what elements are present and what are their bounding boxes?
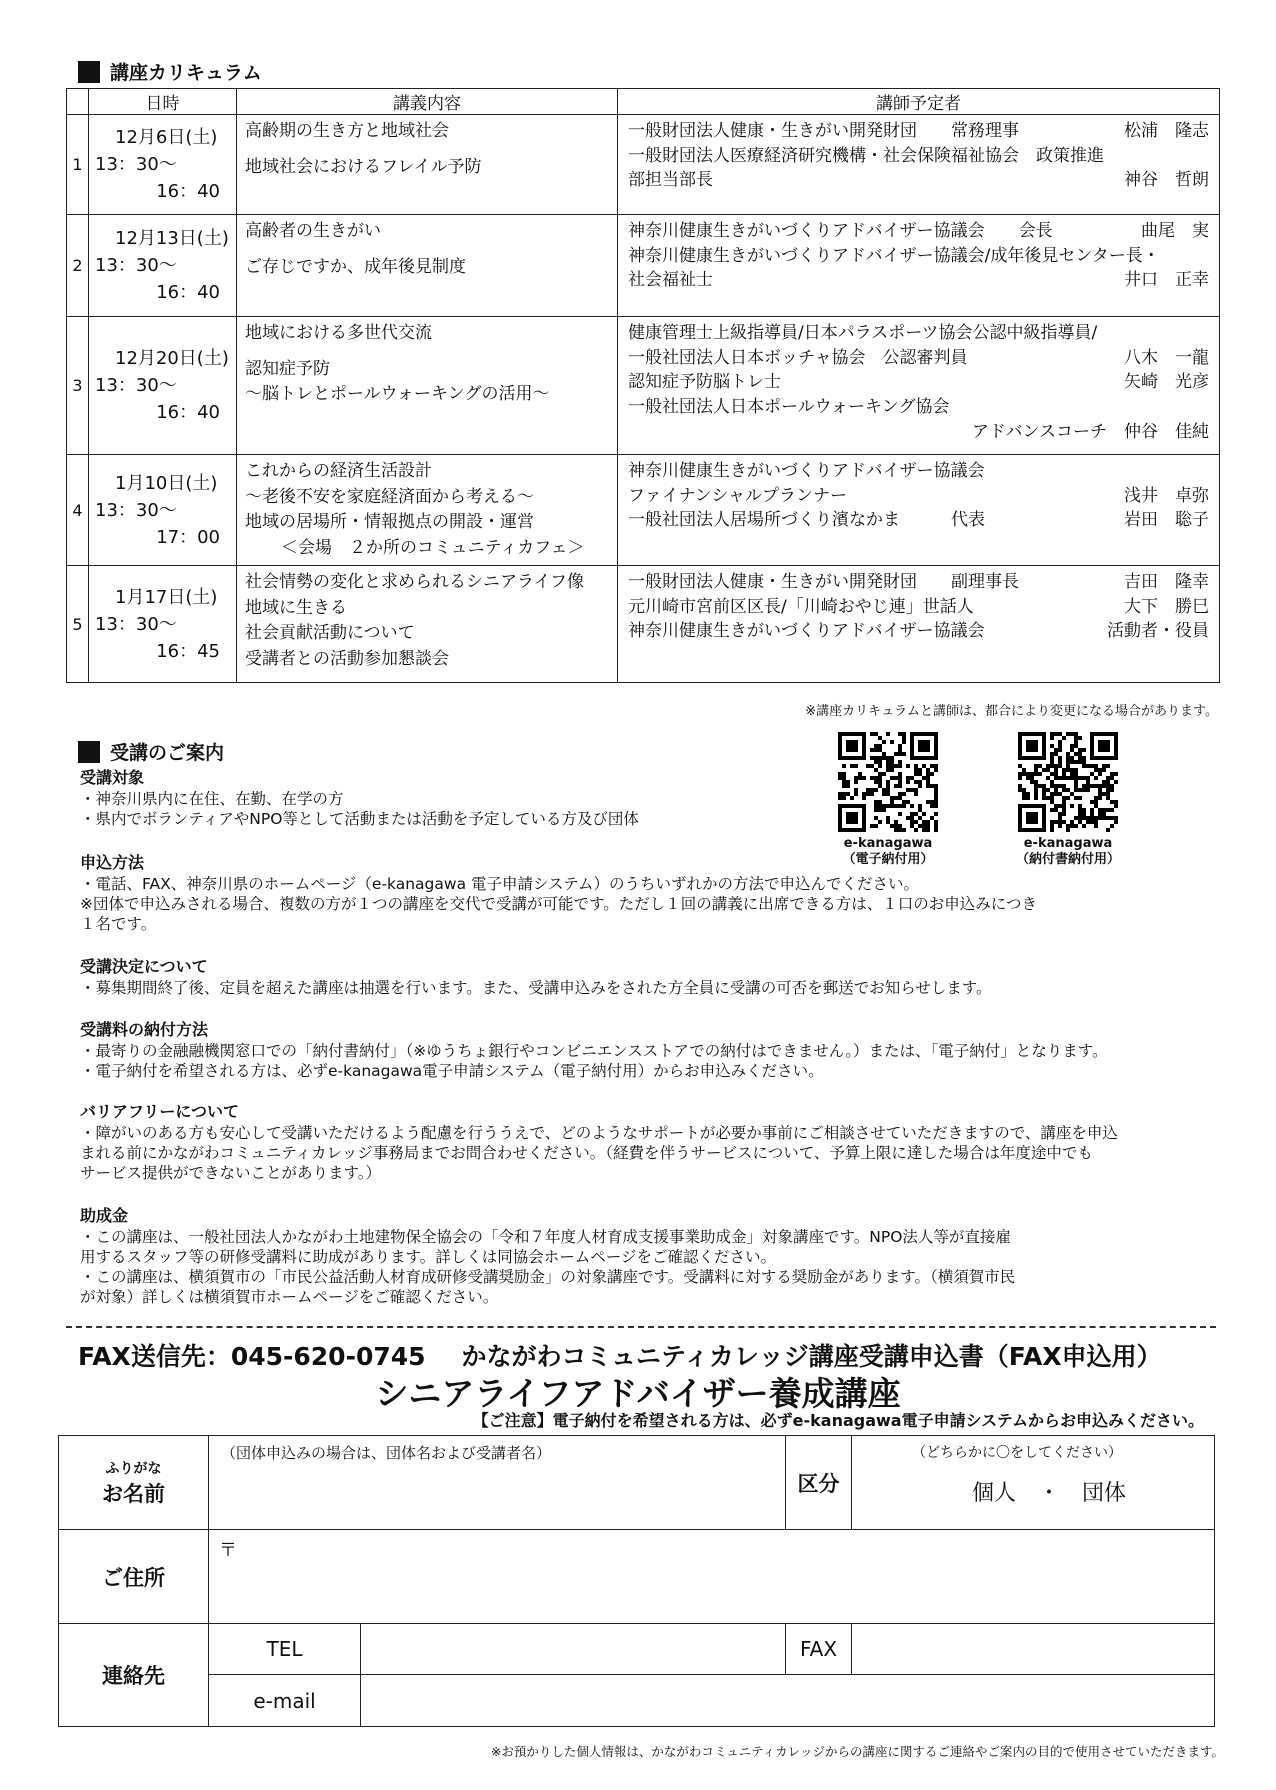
instructor-affiliation: 部担当部長 (628, 170, 713, 191)
contact-label: 連絡先 (59, 1624, 209, 1726)
guide-text-line: １名です。 (80, 915, 157, 934)
instructor-affiliation: 一般社団法人日本ポールウォーキング協会 (628, 396, 950, 417)
guide-section-decision (80, 957, 1220, 998)
qr-caption-2: e-kanagawa （納付書納付用） (1015, 836, 1120, 867)
spacer (245, 245, 609, 255)
instructor-line (628, 508, 1209, 533)
session-day: 12月6日(土) (115, 127, 218, 148)
instructor-affiliation: ファイナンシャルプランナー (628, 485, 848, 506)
session-start: 13：30～ (95, 613, 177, 635)
topic-line: 高齢期の生き方と地域社会 (245, 121, 449, 141)
instructor-name: 八木 一龍 (1124, 347, 1209, 368)
topic-line: 地域の居場所・情報拠点の開設・運営 (245, 512, 534, 532)
topic-line: 地域社会におけるフレイル予防 (245, 156, 482, 177)
table-row (67, 215, 1220, 317)
guide-text-line: が対象）詳しくは横須賀市ホームページをご確認ください。 (80, 1288, 499, 1307)
postal-mark: 〒 (219, 1540, 237, 1561)
name-field[interactable]: （団体申込みの場合は、団体名および受講者名） (209, 1436, 786, 1530)
fax-label: FAX (786, 1624, 852, 1675)
caution-note: 【ご注意】電子納付を希望される方は、必ずe-kanagawa電子申請システムからお申込みください。 (472, 1411, 1204, 1430)
fax-title: FAX送信先：045-620-0745 かながわコミュニティカレッジ講座受講申込書（FAX申込用） (78, 1342, 1162, 1371)
instructor-name: 曲尾 実 (1141, 221, 1209, 241)
guide-text-line: ・県内でボランティアやNPO等として活動または活動を予定している方及び団体 (80, 809, 639, 828)
instructor-line (628, 321, 1209, 346)
guide-section-payment (80, 1020, 1220, 1081)
guide-section-target (80, 768, 1220, 829)
row-number: 3 (67, 317, 89, 455)
topic-line: 認知症予防 (245, 358, 330, 379)
guide-section-barrier-free (80, 1102, 1220, 1183)
address-field[interactable] (209, 1530, 1214, 1624)
instructor-line (628, 268, 1209, 293)
row-number: 4 (67, 455, 89, 566)
instructor-line (628, 119, 1209, 144)
guide-section-title: 助成金 (80, 1206, 129, 1225)
guide-heading: 受講のご案内 (78, 738, 224, 765)
guide-section-subsidy (80, 1206, 1220, 1307)
instructor-line (628, 484, 1209, 509)
instructor-line (628, 420, 1209, 445)
row-date (89, 317, 237, 455)
fax-field[interactable] (852, 1624, 1214, 1675)
instructor-affiliation: 一般社団法人日本ボッチャ協会 公認審判員 (628, 347, 968, 368)
table-header-row (67, 89, 1220, 115)
row-date (89, 566, 237, 683)
tel-label: TEL (209, 1624, 361, 1675)
instructor-name: 岩田 聡子 (1124, 510, 1209, 531)
table-row (67, 115, 1220, 215)
guide-text-line: サービス提供ができないことがあります。） (80, 1164, 382, 1183)
instructor-line (628, 459, 1209, 484)
row-topics (237, 317, 618, 455)
curriculum-heading: 講座カリキュラム (78, 58, 262, 85)
instructor-affiliation: 神奈川健康生きがいづくりアドバイザー協議会 (628, 461, 985, 481)
topic-line: ～脳トレとポールウォーキングの活用～ (245, 384, 550, 404)
guide-text-line: ・最寄りの金融融機関窓口での「納付書納付」（※ゆうちょ銀行やコンビニエンスストアでの納付はできません。）または、「電子納付」となります。 (80, 1041, 1108, 1060)
session-start: 13：30～ (95, 255, 177, 276)
guide-text-line: ・神奈川県内に在住、在勤、在学の方 (80, 789, 344, 808)
topic-line: 受講者との活動参加懇談会 (245, 648, 449, 669)
table-row (67, 317, 1220, 455)
guide-section-apply (80, 853, 1220, 934)
guide-section-title: バリアフリーについて (80, 1102, 240, 1121)
row-instructors (618, 455, 1220, 566)
instructor-name: 矢崎 光彦 (1124, 372, 1209, 393)
spacer (245, 145, 609, 155)
table-row (67, 455, 1220, 566)
instructor-line (628, 370, 1209, 395)
guide-text-line: ・電話、FAX、神奈川県のホームページ（e-kanagawa 電子申請システム）のうちいずれかの方法で申込んでください。 (80, 874, 919, 893)
instructor-line (628, 570, 1209, 595)
instructor-line (628, 219, 1209, 244)
application-form (58, 1435, 1215, 1727)
session-start: 13：30～ (95, 499, 177, 521)
guide-text-line: ・この講座は、一般社団法人かながわ土地建物保全協会の「令和７年度人材育成支援事業助成金」対象講座です。NPO法人等が直接雇 (80, 1227, 1011, 1246)
guide-text-line: ・電子納付を希望される方は、必ずe-kanagawa電子申請システム（電子納付用）からお申込みください。 (80, 1061, 824, 1080)
instructor-name: 井口 正幸 (1124, 270, 1209, 291)
instructor-line (628, 619, 1209, 644)
topic-line: 社会情勢の変化と求められるシニアライフ像 (245, 572, 584, 592)
topic-line: ご存じですか、成年後見制度 (245, 256, 466, 277)
session-day: 1月10日(土) (115, 472, 218, 494)
session-end: 16：40 (156, 282, 220, 303)
qr-caption-1: e-kanagawa （電子納付用） (842, 836, 934, 867)
instructor-affiliation: 健康管理士上級指導員/日本パラスポーツ協会公認中級指導員/ (628, 323, 1098, 343)
session-end: 16：40 (156, 181, 220, 202)
guide-text-line: ・この講座は、横須賀市の「市民公益活動人材育成研修受講奨励金」の対象講座です。受講料に対する奨励金があります。（横須賀市民 (80, 1268, 1016, 1287)
row-instructors (618, 566, 1220, 683)
row-topics (237, 215, 618, 317)
instructor-affiliation: 一般財団法人健康・生きがい開発財団 常務理事 (628, 121, 1019, 141)
instructor-affiliation: 神奈川健康生きがいづくりアドバイザー協議会 会長 (628, 221, 1053, 241)
guide-section-title: 受講対象 (80, 768, 145, 787)
square-bullet-icon (78, 61, 100, 83)
instructor-affiliation: 社会福祉士 (628, 270, 713, 291)
instructor-name: 神谷 哲朗 (1124, 170, 1209, 191)
guide-text-line: まれる前にかながわコミュニティカレッジ事務局までお問合わせください。（経費を伴うサービスについて、予算上限に達した場合は年度途中でも (80, 1143, 1093, 1162)
course-title: シニアライフアドバイザー養成講座 (375, 1374, 901, 1413)
instructor-name: 大下 勝巳 (1124, 596, 1209, 617)
kubun-field[interactable]: （どちらかに〇をしてください） 個人 ・ 団体 (852, 1436, 1214, 1530)
instructor-name: 活動者・役員 (1107, 621, 1209, 642)
instructor-affiliation: 元川崎市宮前区区長/「川崎おやじ連」世話人 (628, 596, 974, 617)
row-number: 1 (67, 115, 89, 215)
privacy-footer: ※お預かりした個人情報は、かながわコミュニティカレッジからの講座に関するご連絡やご案内の目的で使用させていただきます。 (490, 1744, 1224, 1759)
guide-section-title: 受講料の納付方法 (80, 1020, 209, 1039)
session-end: 16：45 (156, 640, 220, 662)
curriculum-note: ※講座カリキュラムと講師は、都合により変更になる場合があります。 (805, 704, 1218, 719)
header-instructor: 講師予定者 (618, 89, 1220, 115)
tel-field[interactable] (361, 1624, 786, 1675)
row-date (89, 215, 237, 317)
email-field[interactable] (361, 1675, 1214, 1726)
session-day: 12月13日(土) (115, 228, 229, 249)
address-label: ご住所 (59, 1530, 209, 1624)
guide-text-line: 用するスタッフ等の研修受講料に助成があります。詳しくは同協会ホームページをご確認ください。 (80, 1247, 776, 1266)
session-end: 16：40 (156, 402, 220, 423)
session-day: 12月20日(土) (115, 348, 229, 369)
instructor-name: 吉田 隆幸 (1124, 572, 1209, 592)
instructor-line (628, 595, 1209, 620)
header-content: 講義内容 (237, 89, 618, 115)
cut-line (66, 1326, 1216, 1328)
guide-text-line: ・募集期間終了後、定員を超えた講座は抽選を行います。また、受講申込みをされた方全員に受講の可否を郵送でお知らせします。 (80, 978, 992, 997)
row-topics (237, 566, 618, 683)
session-day: 1月17日(土) (115, 586, 218, 608)
instructor-line (628, 144, 1209, 169)
instructor-affiliation: 神奈川健康生きがいづくりアドバイザー協議会 (628, 621, 985, 642)
instructor-line (628, 168, 1209, 193)
table-row (67, 566, 1220, 683)
guide-text-line: ※団体で申込みされる場合、複数の方が１つの講座を交代で受講が可能です。ただし１回の講義に出席できる方は、１口のお申込みにつき (80, 894, 1037, 913)
kubun-label: 区分 (786, 1436, 852, 1530)
spacer (245, 347, 609, 357)
row-date (89, 455, 237, 566)
instructor-line (628, 346, 1209, 371)
instructor-name: 松浦 隆志 (1124, 121, 1209, 141)
row-number: 2 (67, 215, 89, 317)
topic-line: ＜会場 ２か所のコミュニティカフェ＞ (281, 537, 585, 558)
session-start: 13：30～ (95, 375, 177, 396)
kubun-options[interactable]: 個人 ・ 団体 (972, 1481, 1127, 1506)
guide-section-title: 受講決定について (80, 957, 208, 976)
topic-line: 地域における多世代交流 (245, 323, 432, 343)
instructor-affiliation: 認知症予防脳トレ士 (628, 372, 781, 393)
row-instructors (618, 317, 1220, 455)
instructor-name: アドバンスコーチ 仲谷 佳純 (971, 421, 1209, 442)
row-date (89, 115, 237, 215)
topic-line: 社会貢献活動について (245, 623, 415, 643)
email-label: e-mail (209, 1675, 361, 1726)
row-instructors (618, 115, 1220, 215)
topic-line: ～老後不安を家庭経済面から考える～ (245, 486, 534, 507)
guide-text-line: ・障がいのある方も安心して受講いただけるよう配慮を行ううえで、どのようなサポートが必要か事前にご相談させていただきますので、講座を申込 (80, 1123, 1118, 1142)
topic-line: 高齢者の生きがい (245, 221, 381, 241)
instructor-line (628, 395, 1209, 420)
header-date: 日時 (89, 89, 237, 115)
instructor-affiliation: 一般社団法人居場所づくり濱なかま 代表 (628, 510, 985, 531)
guide-section-title: 申込方法 (80, 853, 145, 872)
instructor-affiliation: 神奈川健康生きがいづくりアドバイザー協議会/成年後見センター長・ (628, 245, 1160, 266)
row-number: 5 (67, 566, 89, 683)
session-start: 13：30～ (95, 154, 177, 175)
row-topics (237, 455, 618, 566)
row-instructors (618, 215, 1220, 317)
topic-line: これからの経済生活設計 (245, 461, 432, 481)
topic-line: 地域に生きる (245, 597, 347, 618)
instructor-affiliation: 一般財団法人医療経済研究機構・社会保険福祉協会 政策推進 (628, 145, 1104, 166)
square-bullet-icon (78, 741, 100, 763)
session-end: 17：00 (156, 526, 220, 548)
row-topics (237, 115, 618, 215)
instructor-name: 浅井 卓弥 (1124, 485, 1209, 506)
instructor-line (628, 244, 1209, 269)
name-label: ふりがな お名前 (59, 1436, 209, 1530)
instructor-affiliation: 一般財団法人健康・生きがい開発財団 副理事長 (628, 572, 1019, 592)
curriculum-table (66, 88, 1220, 683)
